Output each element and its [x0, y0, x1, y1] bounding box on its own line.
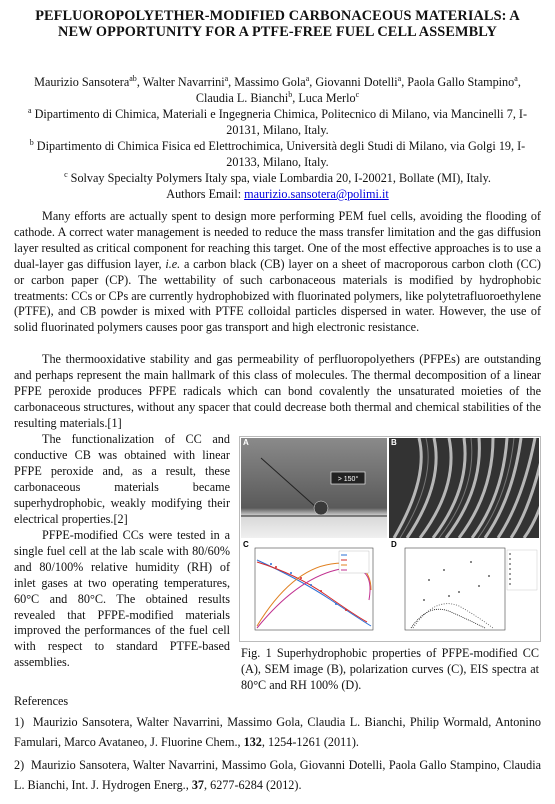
reference-1: 1) Maurizio Sansotera, Walter Navarrini, Massimo Gola, Claudia L. Bianchi, Philip Wormald, Antonino Famulari, Marco Avataneo, J. Fluorine Chem., 132, 1254-1261 (2011). — [14, 715, 542, 749]
email-link[interactable]: maurizio.sansotera@polimi.it — [244, 187, 389, 201]
references-heading: References — [14, 694, 69, 708]
author-name: Giovanni Dotelli — [315, 75, 398, 89]
author-affiliation-mark: c — [355, 90, 360, 99]
author-affiliation-mark: a — [224, 74, 229, 83]
affiliation-b: $^b$ Dipartimento di Chimica Fisica ed Elettrochimica, Università degli Studi di Milano, via Golgi 19, I-20133, Milano, Italy. — [29, 138, 526, 169]
affiliation-a: $^a$ Dipartimento di Chimica, Materiali e Ingegneria Chimica, Politecnico di Milano, via Mancinelli 7, I-20131, Milano, Italy. — [27, 106, 528, 137]
figure-caption: Fig. 1 Superhydrophobic properties of PFPE-modified CC (A), SEM image (B), polarization curves (C), EIS spectra at 80°C and RH 100% (D). — [241, 646, 539, 692]
panel-label-a: A — [243, 438, 249, 447]
author-affiliation-mark: a — [305, 74, 310, 83]
author-list: Maurizio Sansotera$^{ab}$, Walter Navarrini$^a$, Massimo Gola$^a$, Giovanni Dotelli$^a$, Paola Gallo Stampino$^a$, Claudia L. Bianchi$^b$, Luca Merlo$^c$ — [34, 74, 521, 105]
author-email-line — [14, 186, 541, 202]
author-affiliation-mark: b — [288, 90, 293, 99]
polarization-plot — [241, 540, 387, 640]
eis-plot — [389, 540, 539, 640]
contact-angle-label: > 150° — [337, 476, 359, 483]
author-affiliation-mark: a — [397, 74, 402, 83]
panel-label-c: C — [243, 540, 249, 549]
author-name: Massimo Gola — [234, 75, 306, 89]
paper-title: PEFLUOROPOLYETHER-MODIFIED CARBONACEOUS MATERIALS: A NEW OPPORTUNITY FOR A PTFE-FREE FUEL CELL ASSEMBLY — [35, 8, 520, 40]
paragraph-pfpe: The thermooxidative stability and gas permeability of perfluoropolyethers (PFPEs) are outstanding and perhaps represent the main hallmark of this class of molecules. The thermal decomposition of a linear PFPE peroxide produces PFPE radicals which can bond covalently the unsaturated moieties of the carbonaceous structures, without any spacer that could decrease both thermal and chemical stabilities of the resulting materials.[1] — [14, 352, 541, 430]
panel-label-b: B — [391, 438, 397, 447]
paragraph-fuel-cell-test: PFPE-modified CCs were tested in a single fuel cell at the lab scale with 80/60% and 80/100% relative humidity (RH) of inlet gases at two operating temperatures, 60°C and 80°C. The obtained results revealed that PFPE-modified materials improved the performances of the fuel cell with respect to standard PTFE-based assemblies. — [14, 528, 230, 670]
figure-panel-c-polarization-curves — [241, 540, 387, 640]
reference-2: 2) Maurizio Sansotera, Walter Navarrini, Massimo Gola, Giovanni Dotelli, Paola Gallo Stampino, Claudia L. Bianchi, Int. J. Hydrogen Energ., 37, 6277-6284 (2012). — [14, 758, 542, 792]
figure-panel-d-eis-spectra — [389, 540, 539, 640]
figure-panel-a-contact-angle — [241, 438, 387, 538]
figure-panel-b-sem — [389, 438, 539, 538]
paragraph-intro: Many efforts are actually spent to design more performing PEM fuel cells, avoiding the flooding of cathode. A correct water management is needed to reduce the mass transfer limitation and the gas diffusion layer resulted as critical component for reaching this target. One of the most effective approaches is to use a dual-layer gas diffusion layer, i.e. a carbon black (CB) layer on a sheet of macroporous carbon cloth (CC) or carbon paper (CP). The wettability of such carbonaceous materials is modified by hydrophobic treatments: CCs or CPs are currently hydrophobized with fluorinated polymers, like polytetrafluoroethylene (PTFE), and CB powder is mixed with PTFE colloidal particles dispersed in water. However, the use of solid fluorinated polymers causes poor gas transport and high electronic resistance. — [14, 209, 541, 335]
author-name: Maurizio Sansotera — [34, 75, 130, 89]
droplet-image — [241, 438, 387, 538]
author-affiliation-mark: ab — [129, 74, 137, 83]
paragraph-functionalization: The functionalization of CC and conductive CB was obtained with linear PFPE peroxide and, as a result, these carbonaceous materials became superhydrophobic, weakly modifying their electrical properties.[2] — [14, 432, 230, 526]
email-label: Authors Email: — [166, 187, 242, 201]
author-name: Paola Gallo Stampino — [407, 75, 515, 89]
author-name: Claudia L. Bianchi — [195, 91, 289, 105]
author-affiliation-mark: a — [514, 74, 518, 83]
author-name: Walter Navarrini — [142, 75, 225, 89]
affiliation-c: $^c$ Solvay Specialty Polymers Italy spa, viale Lombardia 20, I-20021, Bollate (MI), Italy. — [64, 170, 491, 185]
sem-fibers-image — [389, 438, 539, 538]
figure-1 — [239, 436, 541, 642]
author-name: Luca Merlo — [298, 91, 356, 105]
panel-label-d: D — [391, 540, 397, 549]
